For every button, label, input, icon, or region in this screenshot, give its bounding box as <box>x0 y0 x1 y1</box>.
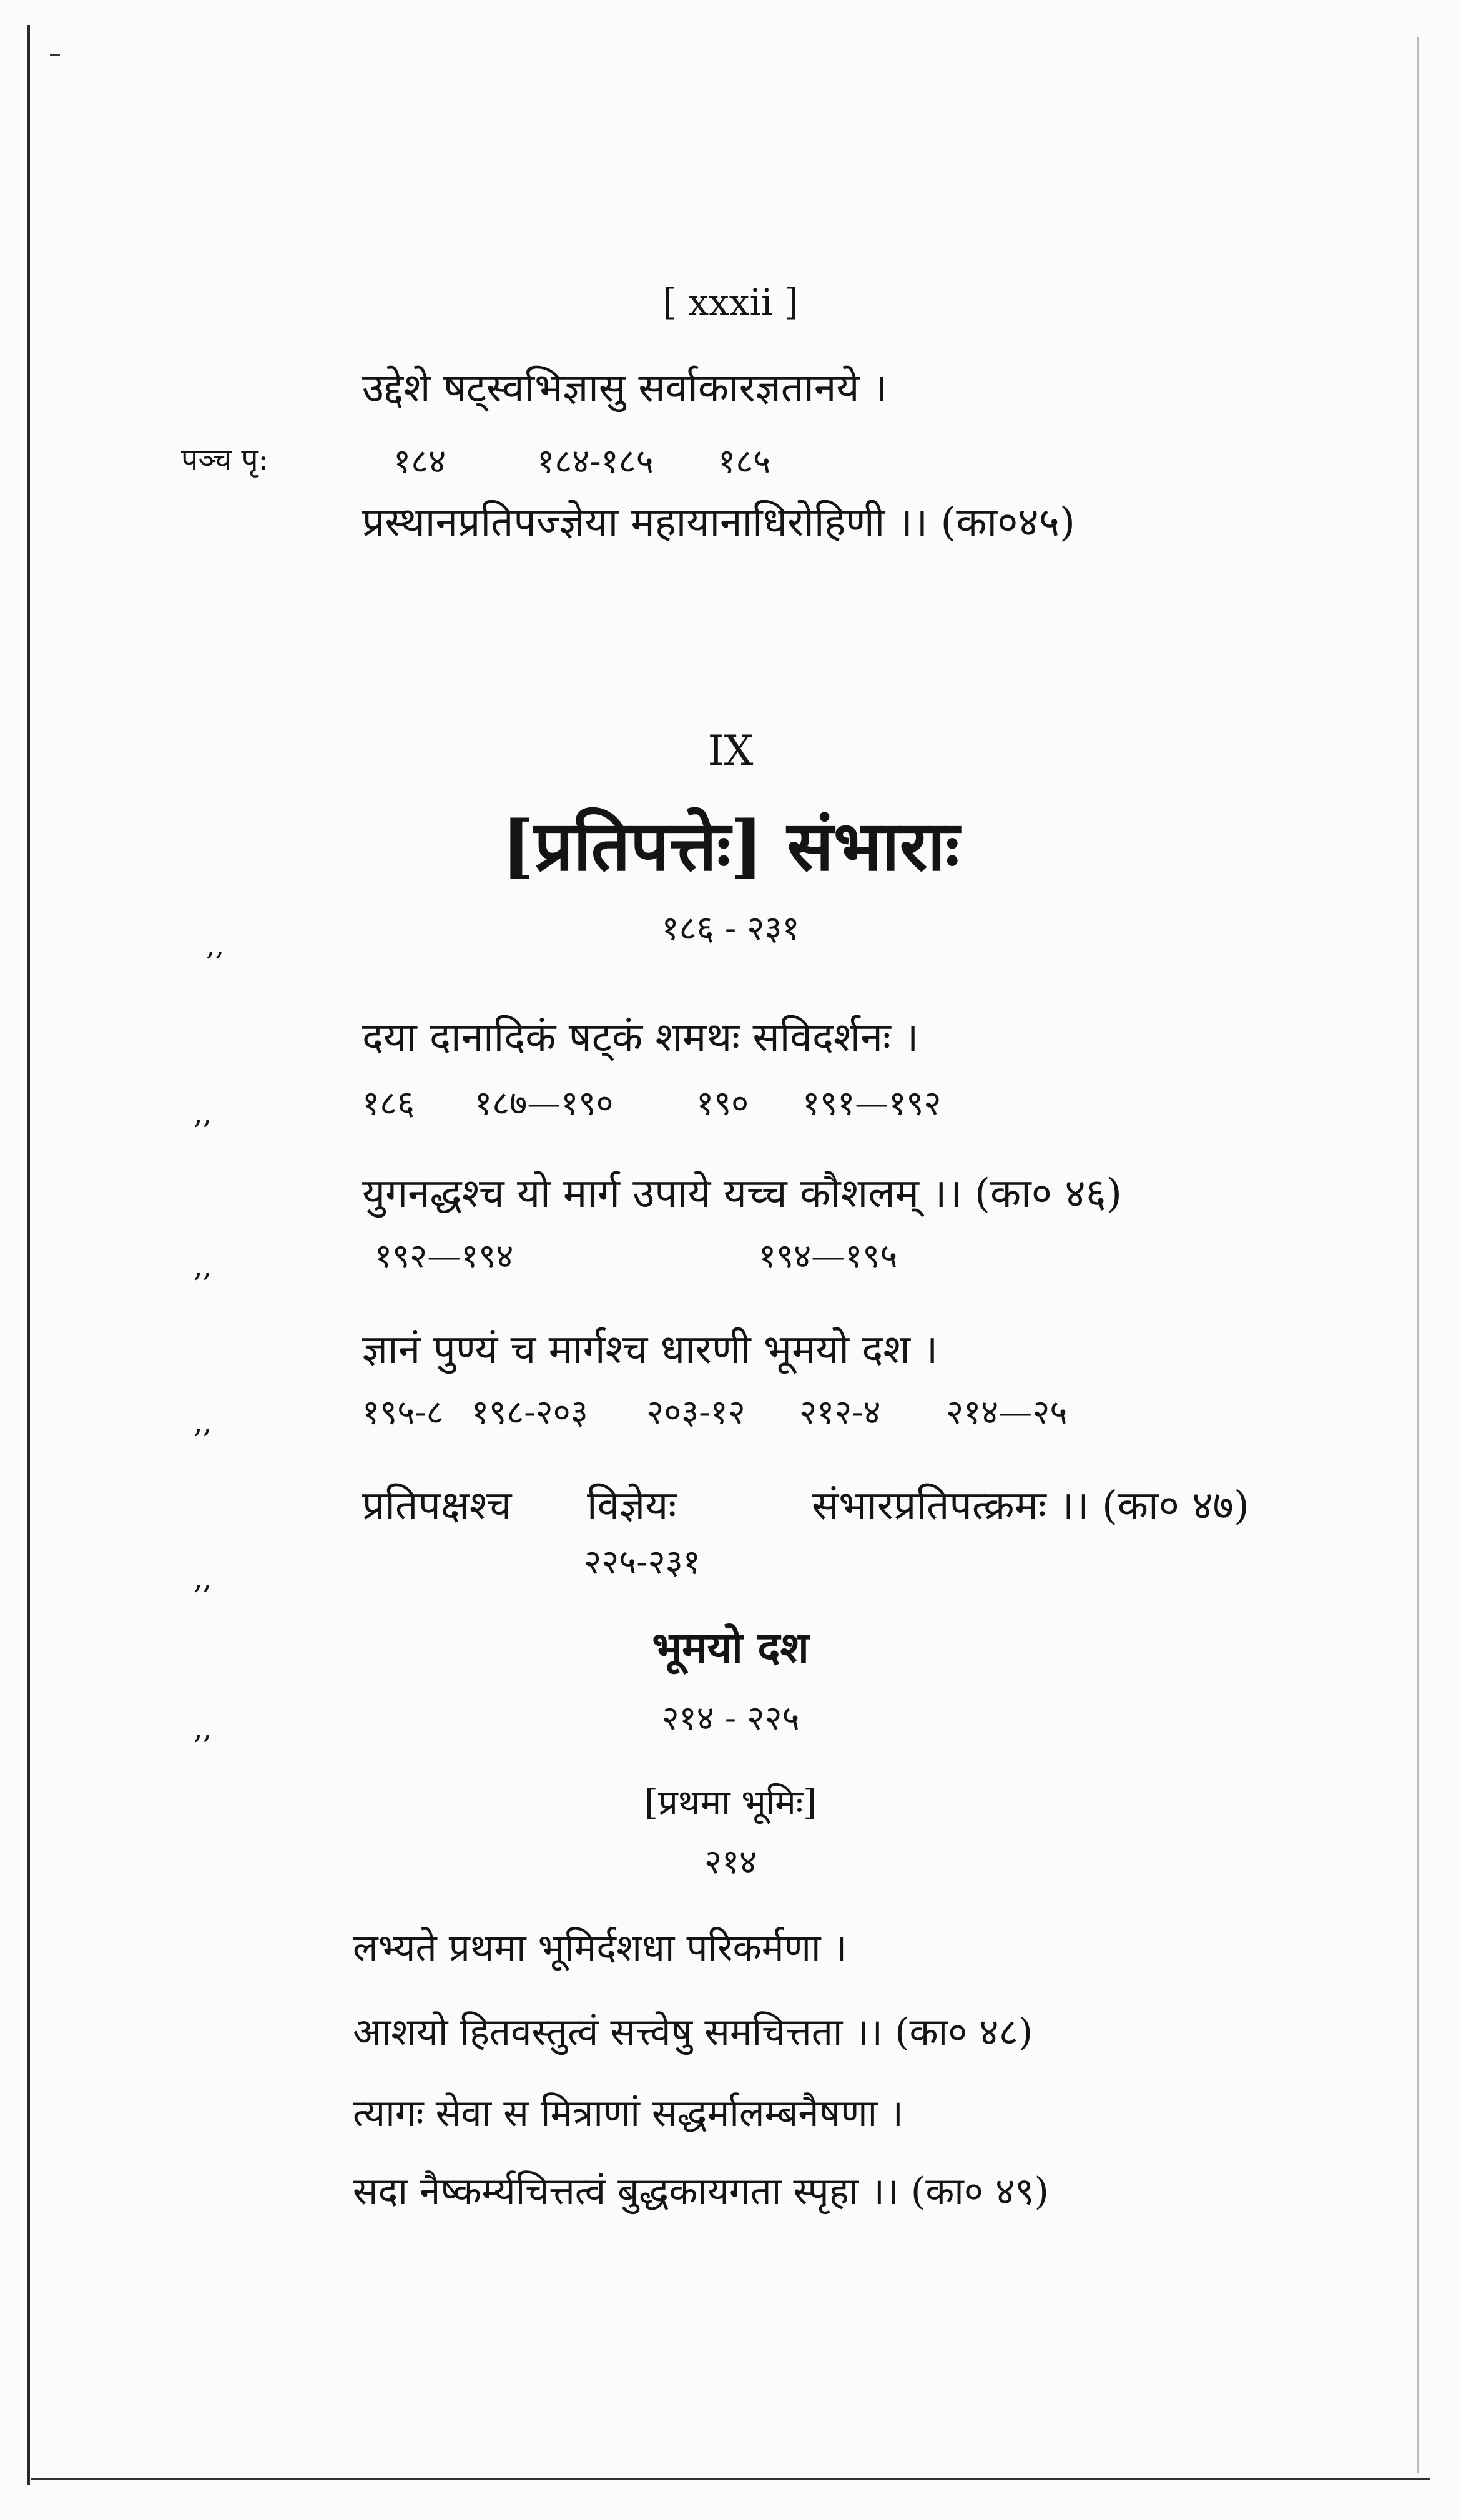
margin-label: पञ्च पृ: <box>181 442 268 477</box>
page-ref: १८४ <box>393 441 446 481</box>
verse-line: सदा नैष्कर्म्यचित्तत्वं बुद्धकायगता स्पृहा ।। (का० ४९) <box>353 2170 1049 2213</box>
page-ref: २२५-२३१ <box>584 1542 701 1582</box>
page-ref: २१४—२५ <box>946 1392 1068 1432</box>
page-ref: १८७—१९० <box>475 1083 614 1123</box>
chapter-title: [प्रतिपत्तेः] संभाराः <box>501 805 960 886</box>
verse-line: लभ्यते प्रथमा भूमिर्दशधा परिकर्मणा । <box>353 1926 847 1970</box>
verse-line: प्रस्थानप्रतिपज्ज्ञेया महायानाधिरोहिणी ।। (का०४५) <box>362 500 1075 546</box>
page-ref: १९१—१९२ <box>802 1083 942 1123</box>
ditto-mark: ,, <box>206 928 225 962</box>
verse-line: युगनद्धश्च यो मार्ग उपाये यच्च कौशलम् ।। (का० ४६) <box>362 1171 1122 1217</box>
page-range: १८६ - २३१ <box>661 908 800 948</box>
verse-line: त्यागः सेवा स मित्राणां सद्धर्मालम्बनैषणा । <box>353 2092 904 2135</box>
page-ref: २०३-१२ <box>646 1392 745 1432</box>
subsection-heading: [प्रथमा भूमिः] <box>644 1783 817 1823</box>
verse-line: प्रतिपक्षश्च <box>362 1483 512 1529</box>
page-range: २१४ - २२५ <box>661 1698 800 1738</box>
page-bottom-edge <box>31 2478 1430 2480</box>
page-folio: [ xxxii ] <box>662 281 799 323</box>
page-ref: १८६ <box>362 1083 415 1123</box>
page-right-edge <box>1417 37 1419 2473</box>
ditto-mark: ,, <box>194 1562 212 1595</box>
verse-line: दया दानादिकं षट्कं शमथः सविदर्शनः । <box>362 1015 919 1061</box>
page-range: २१४ <box>704 1842 757 1881</box>
ditto-mark: ,, <box>194 1405 212 1439</box>
page-ref: १८४-१८५ <box>537 441 654 481</box>
page-ref: १९० <box>696 1083 749 1123</box>
chapter-number: IX <box>707 727 754 775</box>
page-ref: १९५-८ <box>362 1392 444 1432</box>
ditto-mark: ,, <box>194 1096 212 1130</box>
page-left-edge <box>27 25 30 2485</box>
edge-mark <box>50 54 60 56</box>
verse-line: ज्ञानं पुण्यं च मार्गश्च धारणी भूमयो दश । <box>362 1327 938 1373</box>
page-ref: १८५ <box>718 441 771 481</box>
ditto-mark: ,, <box>194 1249 212 1283</box>
ditto-mark: ,, <box>194 1711 212 1745</box>
verse-line: संभारप्रतिपत्क्रमः ।। (का० ४७) <box>812 1483 1249 1529</box>
page-ref: १९४—१९५ <box>759 1236 898 1276</box>
page-ref: १९२—१९४ <box>375 1236 514 1276</box>
verse-line: विज्ञेयः <box>587 1483 677 1529</box>
section-heading: भूमयो दश <box>652 1623 809 1673</box>
page-ref: २१२-४ <box>799 1392 881 1432</box>
verse-line: उद्देशे षट्स्वभिज्ञासु सर्वाकारज्ञतानये । <box>362 365 888 411</box>
page-ref: १९८-२०३ <box>471 1392 588 1432</box>
verse-line: आशयो हितवस्तुत्वं सत्त्वेषु समचित्तता ।। (का० ४८) <box>353 2011 1033 2054</box>
